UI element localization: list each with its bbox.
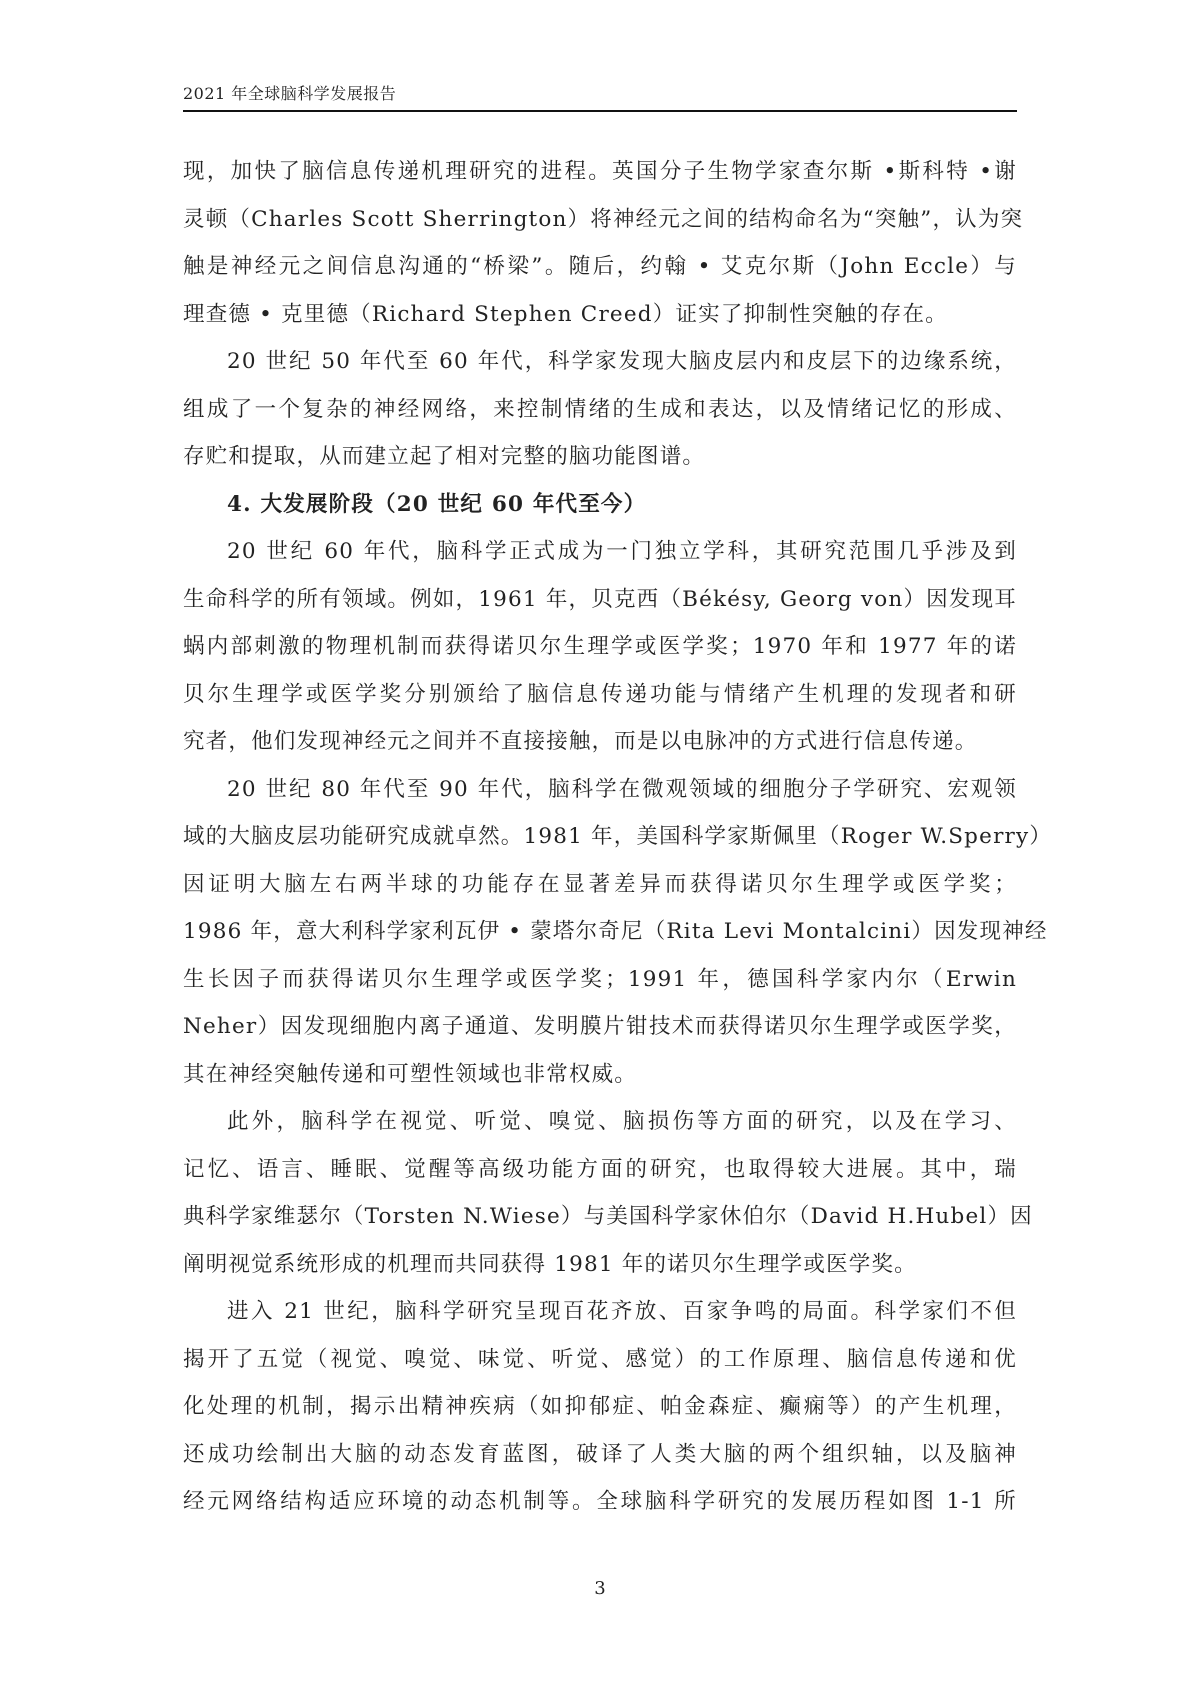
- text-line: 究者，他们发现神经元之间并不直接接触，而是以电脉冲的方式进行信息传递。: [183, 729, 978, 754]
- text-line: 此外，脑科学在视觉、听觉、嗅觉、脑损伤等方面的研究，以及在学习、: [227, 1109, 1017, 1134]
- text-line: 现，加快了脑信息传递机理研究的进程。英国分子生物学家查尔斯 •斯科特 •谢: [183, 159, 1017, 184]
- text-line: 蜗内部刺激的物理机制而获得诺贝尔生理学或医学奖；1970 年和 1977 年的诺: [183, 634, 1017, 659]
- text-line: 1986 年，意大利科学家利瓦伊 • 蒙塔尔奇尼（Rita Levi Montalcini）因发现神经: [183, 919, 1048, 944]
- paragraph: [183, 528, 1017, 766]
- paragraph: [183, 1288, 1017, 1526]
- text-line: 理查德 • 克里德（Richard Stephen Creed）证实了抑制性突触的存在。: [183, 301, 948, 327]
- text-line: 揭开了五觉（视觉、嗅觉、味觉、听觉、感觉）的工作原理、脑信息传递和优: [183, 1346, 1017, 1372]
- paragraph: [183, 148, 1024, 338]
- text-line: 组成了一个复杂的神经网络，来控制情绪的生成和表达，以及情绪记忆的形成、: [183, 396, 1017, 422]
- running-header: [183, 84, 1017, 112]
- text-line: 其在神经突触传递和可塑性领域也非常权威。: [183, 1061, 638, 1087]
- text-line: 经元网络结构适应环境的动态机制等。全球脑科学研究的发展历程如图 1-1 所: [183, 1489, 1017, 1514]
- header-rule: [183, 110, 1017, 112]
- paragraph: [183, 766, 1053, 1099]
- page-body: [183, 148, 1053, 1526]
- text-line: 存贮和提取，从而建立起了相对完整的脑功能图谱。: [183, 444, 706, 469]
- paragraph: [183, 338, 1017, 481]
- text-line: 因证明大脑左右两半球的功能存在显著差异而获得诺贝尔生理学或医学奖；: [183, 871, 1017, 897]
- text-line: 20 世纪 80 年代至 90 年代，脑科学在微观领域的细胞分子学研究、宏观领: [227, 776, 1017, 802]
- text-line: 域的大脑皮层功能研究成就卓然。1981 年，美国科学家斯佩里（Roger W.Sperry）: [183, 824, 1053, 849]
- text-line: 贝尔生理学或医学奖分别颁给了脑信息传递功能与情绪产生机理的发现者和研: [183, 681, 1017, 707]
- header-title: 2021 年全球脑科学发展报告: [183, 84, 397, 103]
- text-line: 典科学家维瑟尔（Torsten N.Wiese）与美国科学家休伯尔（David H.Hubel）因: [183, 1204, 1033, 1229]
- page-number: 3: [594, 1578, 606, 1599]
- text-line: 还成功绘制出大脑的动态发育蓝图，破译了人类大脑的两个组织轴，以及脑神: [183, 1441, 1017, 1467]
- text-line: 阐明视觉系统形成的机理而共同获得 1981 年的诺贝尔生理学或医学奖。: [183, 1251, 917, 1277]
- text-line: 生长因子而获得诺贝尔生理学或医学奖；1991 年，德国科学家内尔（Erwin: [183, 966, 1017, 992]
- text-line: 20 世纪 50 年代至 60 年代，科学家发现大脑皮层内和皮层下的边缘系统，: [227, 349, 1017, 374]
- section-heading: 4. 大发展阶段（20 世纪 60 年代至今）: [227, 491, 647, 517]
- text-line: 进入 21 世纪，脑科学研究呈现百花齐放、百家争鸣的局面。科学家们不但: [227, 1299, 1017, 1324]
- text-line: 灵顿（Charles Scott Sherrington）将神经元之间的结构命名为“突触”，认为突: [183, 206, 1024, 232]
- text-line: 触是神经元之间信息沟通的“桥梁”。随后，约翰 • 艾克尔斯（John Eccle）与: [183, 254, 1017, 279]
- text-line: 生命科学的所有领域。例如，1961 年，贝克西（Békésy, Georg von）因发现耳: [183, 586, 1017, 612]
- text-line: 化处理的机制，揭示出精神疾病（如抑郁症、帕金森症、癫痫等）的产生机理，: [183, 1394, 1017, 1419]
- text-line: Neher）因发现细胞内离子通道、发明膜片钳技术而获得诺贝尔生理学或医学奖，: [183, 1014, 1017, 1039]
- text-line: 记忆、语言、睡眠、觉醒等高级功能方面的研究，也取得较大进展。其中，瑞: [183, 1156, 1017, 1182]
- text-line: 20 世纪 60 年代，脑科学正式成为一门独立学科，其研究范围几乎涉及到: [227, 539, 1017, 564]
- paragraph: [183, 1098, 1033, 1288]
